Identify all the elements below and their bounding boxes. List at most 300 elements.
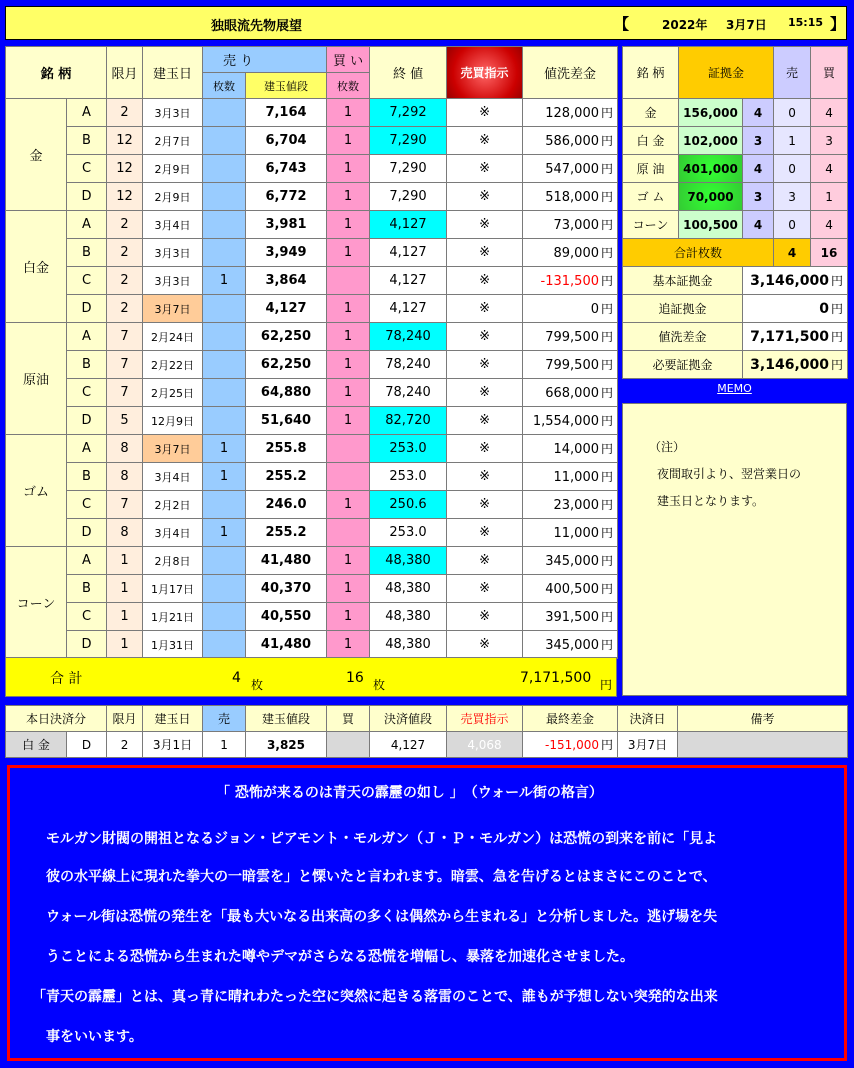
- open-price-cell: 4,127: [246, 295, 327, 323]
- open-price-cell: 3,949: [246, 239, 327, 267]
- margin-total-sell: 4: [774, 239, 811, 267]
- sell-count-cell: [203, 547, 246, 575]
- margin-buy: 4: [811, 99, 848, 127]
- sub-label: D: [67, 295, 107, 323]
- open-price-cell: 6,704: [246, 127, 327, 155]
- instruction-cell: ※: [447, 547, 523, 575]
- yen-unit: 円: [601, 554, 614, 568]
- position-row: [6, 155, 618, 183]
- summary-value-cell: [743, 295, 848, 323]
- summary-value: 3,146,000: [750, 357, 829, 373]
- summary-yen: 円: [831, 358, 844, 372]
- yen-unit: 円: [601, 582, 614, 596]
- diff-value: 799,500: [545, 358, 599, 373]
- sell-count-cell: [203, 239, 246, 267]
- diff-cell: [523, 267, 618, 295]
- margin-row: [623, 211, 848, 239]
- margin-units: 4: [743, 155, 774, 183]
- yen-unit: 円: [601, 190, 614, 204]
- total-sell: 4: [232, 670, 241, 686]
- limit-cell: 8: [107, 463, 143, 491]
- sett-col-instruction: 売買指示: [447, 706, 523, 732]
- summary-value: 7,171,500: [750, 329, 829, 345]
- sett-col-today: 本日決済分: [6, 706, 107, 732]
- open-price-cell: 41,480: [246, 631, 327, 659]
- margin-summary-row: [623, 351, 848, 379]
- margin-col-buy: 買: [811, 47, 848, 99]
- proverb-line: ウォール街は恐慌の発生を「最も大いなる出来高の多くは偶然から生まれる」と分析しました。逃げ場を失: [46, 909, 718, 925]
- open-date-cell: 1月31日: [143, 631, 203, 659]
- brand-name: 白金: [6, 211, 67, 323]
- diff-cell: [523, 603, 618, 631]
- instruction-cell: ※: [447, 295, 523, 323]
- yen-unit: 円: [601, 162, 614, 176]
- position-row: [6, 267, 618, 295]
- open-price-cell: 62,250: [246, 351, 327, 379]
- header-year: 2022年: [662, 18, 708, 32]
- summary-value-cell: [743, 323, 848, 351]
- sell-count-cell: [203, 99, 246, 127]
- sub-label: B: [67, 575, 107, 603]
- instruction-cell: ※: [447, 379, 523, 407]
- summary-yen: 円: [831, 274, 844, 288]
- margin-sell: 0: [774, 155, 811, 183]
- yen-unit: 円: [601, 330, 614, 344]
- buy-count-cell: 1: [327, 379, 370, 407]
- memo-line: 夜間取引より、翌営業日の: [657, 467, 802, 481]
- diff-cell: [523, 631, 618, 659]
- margin-brand: 金: [623, 99, 679, 127]
- diff-cell: [523, 239, 618, 267]
- margin-amount: 70,000: [679, 183, 743, 211]
- position-row: [6, 127, 618, 155]
- yen-unit: 円: [601, 106, 614, 120]
- instruction-cell: ※: [447, 155, 523, 183]
- sub-label: C: [67, 603, 107, 631]
- margin-buy: 4: [811, 155, 848, 183]
- position-row: [6, 351, 618, 379]
- open-date-cell: 1月21日: [143, 603, 203, 631]
- sett-settle: 4,127: [370, 732, 447, 758]
- brand-name: 金: [6, 99, 67, 211]
- margin-col-sell: 売: [774, 47, 811, 99]
- open-price-cell: 246.0: [246, 491, 327, 519]
- position-row: [6, 407, 618, 435]
- memo-line: （注）: [649, 440, 686, 454]
- margin-sell: 0: [774, 211, 811, 239]
- limit-cell: 1: [107, 631, 143, 659]
- diff-cell: [523, 127, 618, 155]
- col-close: 終 値: [370, 47, 447, 99]
- position-row: [6, 239, 618, 267]
- instruction-cell: ※: [447, 239, 523, 267]
- close-cell: 78,240: [370, 351, 447, 379]
- sub-label: A: [67, 211, 107, 239]
- margin-brand: 白 金: [623, 127, 679, 155]
- open-price-cell: 255.2: [246, 519, 327, 547]
- summary-label: 基本証拠金: [623, 267, 743, 295]
- brand-name: 原油: [6, 323, 67, 435]
- open-price-cell: 40,370: [246, 575, 327, 603]
- diff-cell: [523, 491, 618, 519]
- close-cell: 82,720: [370, 407, 447, 435]
- open-price-cell: 255.2: [246, 463, 327, 491]
- limit-cell: 8: [107, 519, 143, 547]
- diff-value: 518,000: [545, 190, 599, 205]
- position-row: [6, 463, 618, 491]
- margin-sell: 1: [774, 127, 811, 155]
- margin-units: 4: [743, 211, 774, 239]
- open-date-cell: 2月25日: [143, 379, 203, 407]
- buy-count-cell: [327, 435, 370, 463]
- sell-count-cell: [203, 127, 246, 155]
- margin-table: [622, 46, 848, 379]
- memo-line: 建玉日となります。: [657, 494, 765, 508]
- diff-cell: [523, 183, 618, 211]
- sett-buy: [327, 732, 370, 758]
- sub-label: C: [67, 379, 107, 407]
- margin-total-row: [623, 239, 848, 267]
- diff-value: 799,500: [545, 330, 599, 345]
- position-row: [6, 519, 618, 547]
- sett-instruction: 4,068: [447, 732, 523, 758]
- buy-count-cell: [327, 267, 370, 295]
- close-cell: 4,127: [370, 211, 447, 239]
- margin-sell: 3: [774, 183, 811, 211]
- header-time: 15:15: [788, 16, 824, 29]
- limit-cell: 2: [107, 295, 143, 323]
- margin-amount: 100,500: [679, 211, 743, 239]
- sett-col-buy: 買: [327, 706, 370, 732]
- diff-cell: [523, 99, 618, 127]
- open-price-cell: 255.8: [246, 435, 327, 463]
- margin-summary-row: [623, 267, 848, 295]
- sell-count-cell: [203, 211, 246, 239]
- col-open-price: 建玉値段: [246, 73, 327, 99]
- summary-label: 必要証拠金: [623, 351, 743, 379]
- diff-cell: [523, 575, 618, 603]
- sett-col-settle: 決済値段: [370, 706, 447, 732]
- summary-yen: 円: [831, 302, 844, 316]
- buy-count-cell: 1: [327, 295, 370, 323]
- yen-unit: 円: [601, 442, 614, 456]
- limit-cell: 2: [107, 239, 143, 267]
- instruction-cell: ※: [447, 211, 523, 239]
- proverb-line: モルガン財閥の開祖となるジョン・ピアモント・モルガン（Ｊ・Ｐ・モルガン）は恐慌の到来を前に「見よ: [46, 831, 718, 847]
- open-price-cell: 6,743: [246, 155, 327, 183]
- sell-count-cell: 1: [203, 267, 246, 295]
- position-row: [6, 547, 618, 575]
- open-date-cell: 2月9日: [143, 155, 203, 183]
- col-buy-count: 枚数: [327, 73, 370, 99]
- sell-count-cell: [203, 183, 246, 211]
- col-sell: 売 り: [203, 47, 327, 73]
- buy-count-cell: 1: [327, 491, 370, 519]
- col-open-date: 建玉日: [143, 47, 203, 99]
- margin-sell: 0: [774, 99, 811, 127]
- buy-count-cell: 1: [327, 239, 370, 267]
- diff-cell: [523, 519, 618, 547]
- sell-count-cell: [203, 379, 246, 407]
- sell-count-cell: [203, 491, 246, 519]
- diff-value: 345,000: [545, 638, 599, 653]
- memo-link[interactable]: MEMO: [717, 382, 752, 395]
- positions-table: [5, 46, 618, 659]
- open-date-cell: 2月22日: [143, 351, 203, 379]
- summary-value-cell: [743, 351, 848, 379]
- diff-value: 1,554,000: [532, 414, 599, 429]
- diff-cell: [523, 351, 618, 379]
- sell-count-cell: [203, 631, 246, 659]
- sub-label: A: [67, 435, 107, 463]
- close-cell: 253.0: [370, 463, 447, 491]
- sett-limit: 2: [107, 732, 143, 758]
- diff-value: 14,000: [553, 442, 599, 457]
- instruction-cell: ※: [447, 435, 523, 463]
- open-date-cell: 3月3日: [143, 267, 203, 295]
- close-cell: 4,127: [370, 239, 447, 267]
- open-price-cell: 62,250: [246, 323, 327, 351]
- yen-unit: 円: [601, 414, 614, 428]
- margin-col-margin: 証拠金: [679, 47, 774, 99]
- position-row: [6, 99, 618, 127]
- position-row: [6, 379, 618, 407]
- margin-brand: コーン: [623, 211, 679, 239]
- close-cell: 4,127: [370, 267, 447, 295]
- proverb-line: 事をいいます。: [46, 1029, 143, 1045]
- total-diff: 7,171,500: [520, 670, 592, 686]
- proverb-box: [7, 765, 847, 1061]
- total-label: 合 計: [50, 671, 83, 687]
- open-price-cell: 7,164: [246, 99, 327, 127]
- sett-col-settle-date: 決済日: [618, 706, 678, 732]
- open-date-cell: 3月7日: [143, 295, 203, 323]
- buy-count-cell: 1: [327, 603, 370, 631]
- diff-cell: [523, 295, 618, 323]
- summary-label: 追証拠金: [623, 295, 743, 323]
- margin-total-buy: 16: [811, 239, 848, 267]
- header-bar: [5, 6, 847, 40]
- sett-col-final: 最終差金: [523, 706, 618, 732]
- sett-price: 3,825: [246, 732, 327, 758]
- limit-cell: 1: [107, 547, 143, 575]
- bracket-close: 】: [830, 15, 846, 33]
- instruction-cell: ※: [447, 267, 523, 295]
- sub-label: C: [67, 491, 107, 519]
- diff-cell: [523, 547, 618, 575]
- position-row: [6, 295, 618, 323]
- sett-col-price: 建玉値段: [246, 706, 327, 732]
- diff-cell: [523, 407, 618, 435]
- total-sell-unit: 枚: [251, 678, 264, 692]
- buy-count-cell: 1: [327, 127, 370, 155]
- diff-value: 128,000: [545, 106, 599, 121]
- header-date: 3月7日: [726, 18, 767, 32]
- summary-value: 0: [819, 301, 829, 317]
- yen-unit: 円: [601, 498, 614, 512]
- diff-value: 89,000: [553, 246, 599, 261]
- yen-unit: 円: [601, 638, 614, 652]
- instruction-cell: ※: [447, 99, 523, 127]
- close-cell: 48,380: [370, 603, 447, 631]
- summary-label: 値洗差金: [623, 323, 743, 351]
- limit-cell: 7: [107, 323, 143, 351]
- diff-value: 73,000: [553, 218, 599, 233]
- position-row: [6, 631, 618, 659]
- limit-cell: 8: [107, 435, 143, 463]
- sell-count-cell: [203, 323, 246, 351]
- close-cell: 48,380: [370, 547, 447, 575]
- settlement-table: [5, 705, 848, 758]
- instruction-cell: ※: [447, 631, 523, 659]
- col-limit: 限月: [107, 47, 143, 99]
- open-date-cell: 3月3日: [143, 239, 203, 267]
- page-title: 独眼流先物展望: [211, 19, 303, 34]
- summary-value-cell: [743, 267, 848, 295]
- instruction-cell: ※: [447, 323, 523, 351]
- open-price-cell: 3,981: [246, 211, 327, 239]
- sett-settle-date: 3月7日: [618, 732, 678, 758]
- open-date-cell: 2月9日: [143, 183, 203, 211]
- diff-value: 23,000: [553, 498, 599, 513]
- col-brand: 銘 柄: [6, 47, 107, 99]
- yen-unit: 円: [601, 526, 614, 540]
- diff-cell: [523, 463, 618, 491]
- margin-buy: 3: [811, 127, 848, 155]
- position-row: [6, 323, 618, 351]
- diff-value: 0: [590, 302, 599, 317]
- margin-total-label: 合計枚数: [623, 239, 774, 267]
- diff-cell: [523, 435, 618, 463]
- proverb-line: 「青天の霹靂」とは、真っ青に晴れわたった空に突然に起きる落雷のことで、誰もが予想しない突発的な出来: [32, 989, 718, 1005]
- margin-amount: 156,000: [679, 99, 743, 127]
- margin-units: 3: [743, 183, 774, 211]
- open-date-cell: 3月4日: [143, 519, 203, 547]
- sell-count-cell: [203, 351, 246, 379]
- col-buy: 買 い: [327, 47, 370, 73]
- buy-count-cell: 1: [327, 155, 370, 183]
- sub-label: B: [67, 239, 107, 267]
- sell-count-cell: [203, 407, 246, 435]
- sub-label: A: [67, 99, 107, 127]
- position-row: [6, 435, 618, 463]
- open-date-cell: 2月2日: [143, 491, 203, 519]
- margin-summary-row: [623, 323, 848, 351]
- close-cell: 48,380: [370, 631, 447, 659]
- open-date-cell: 2月24日: [143, 323, 203, 351]
- yen-unit: 円: [601, 386, 614, 400]
- brand-name: ゴム: [6, 435, 67, 547]
- open-date-cell: 3月4日: [143, 463, 203, 491]
- sub-label: D: [67, 407, 107, 435]
- instruction-cell: ※: [447, 127, 523, 155]
- open-price-cell: 41,480: [246, 547, 327, 575]
- margin-row: [623, 99, 848, 127]
- sett-yen: 円: [601, 738, 614, 752]
- limit-cell: 2: [107, 211, 143, 239]
- open-price-cell: 64,880: [246, 379, 327, 407]
- diff-value: -131,500: [540, 274, 599, 289]
- sett-date: 3月1日: [143, 732, 203, 758]
- margin-units: 3: [743, 127, 774, 155]
- sub-label: B: [67, 463, 107, 491]
- buy-count-cell: 1: [327, 575, 370, 603]
- instruction-cell: ※: [447, 575, 523, 603]
- open-date-cell: 3月7日: [143, 435, 203, 463]
- close-cell: 253.0: [370, 519, 447, 547]
- buy-count-cell: 1: [327, 407, 370, 435]
- open-date-cell: 3月4日: [143, 211, 203, 239]
- diff-cell: [523, 323, 618, 351]
- buy-count-cell: 1: [327, 547, 370, 575]
- yen-unit: 円: [601, 358, 614, 372]
- sett-col-sell: 売: [203, 706, 246, 732]
- sell-count-cell: [203, 155, 246, 183]
- margin-brand: ゴ ム: [623, 183, 679, 211]
- diff-value: 345,000: [545, 554, 599, 569]
- instruction-cell: ※: [447, 183, 523, 211]
- yen-unit: 円: [601, 610, 614, 624]
- total-yen: 円: [600, 678, 613, 692]
- instruction-cell: ※: [447, 351, 523, 379]
- limit-cell: 12: [107, 127, 143, 155]
- instruction-cell: ※: [447, 519, 523, 547]
- col-sell-count: 枚数: [203, 73, 246, 99]
- diff-value: 668,000: [545, 386, 599, 401]
- yen-unit: 円: [601, 134, 614, 148]
- limit-cell: 1: [107, 575, 143, 603]
- diff-cell: [523, 211, 618, 239]
- sub-label: B: [67, 127, 107, 155]
- diff-value: 547,000: [545, 162, 599, 177]
- margin-brand: 原 油: [623, 155, 679, 183]
- instruction-cell: ※: [447, 603, 523, 631]
- open-date-cell: 12月9日: [143, 407, 203, 435]
- proverb-line: うことによる恐慌から生まれた噂やデマがさらなる恐慌を増幅し、暴落を加速化させました。: [46, 949, 634, 965]
- close-cell: 4,127: [370, 295, 447, 323]
- sell-count-cell: [203, 295, 246, 323]
- close-cell: 7,290: [370, 155, 447, 183]
- buy-count-cell: [327, 463, 370, 491]
- sell-count-cell: [203, 603, 246, 631]
- sett-note: [678, 732, 848, 758]
- margin-amount: 102,000: [679, 127, 743, 155]
- sub-label: A: [67, 547, 107, 575]
- diff-value: 586,000: [545, 134, 599, 149]
- close-cell: 78,240: [370, 379, 447, 407]
- sub-label: A: [67, 323, 107, 351]
- buy-count-cell: 1: [327, 351, 370, 379]
- sub-label: C: [67, 267, 107, 295]
- limit-cell: 12: [107, 155, 143, 183]
- instruction-cell: ※: [447, 463, 523, 491]
- margin-buy: 4: [811, 211, 848, 239]
- diff-value: 11,000: [553, 470, 599, 485]
- close-cell: 253.0: [370, 435, 447, 463]
- col-diff: 値洗差金: [523, 47, 618, 99]
- limit-cell: 1: [107, 603, 143, 631]
- diff-value: 400,500: [545, 582, 599, 597]
- proverb-line: 彼の水平線上に現れた拳大の一暗雲を」と慄いたと言われます。暗雲、急を告げるとはまさにこのことで、: [46, 869, 717, 885]
- summary-yen: 円: [831, 330, 844, 344]
- buy-count-cell: 1: [327, 323, 370, 351]
- diff-cell: [523, 155, 618, 183]
- bracket-open: 【: [614, 15, 630, 33]
- limit-cell: 2: [107, 267, 143, 295]
- sett-final-cell: [523, 732, 618, 758]
- diff-value: 391,500: [545, 610, 599, 625]
- margin-amount: 401,000: [679, 155, 743, 183]
